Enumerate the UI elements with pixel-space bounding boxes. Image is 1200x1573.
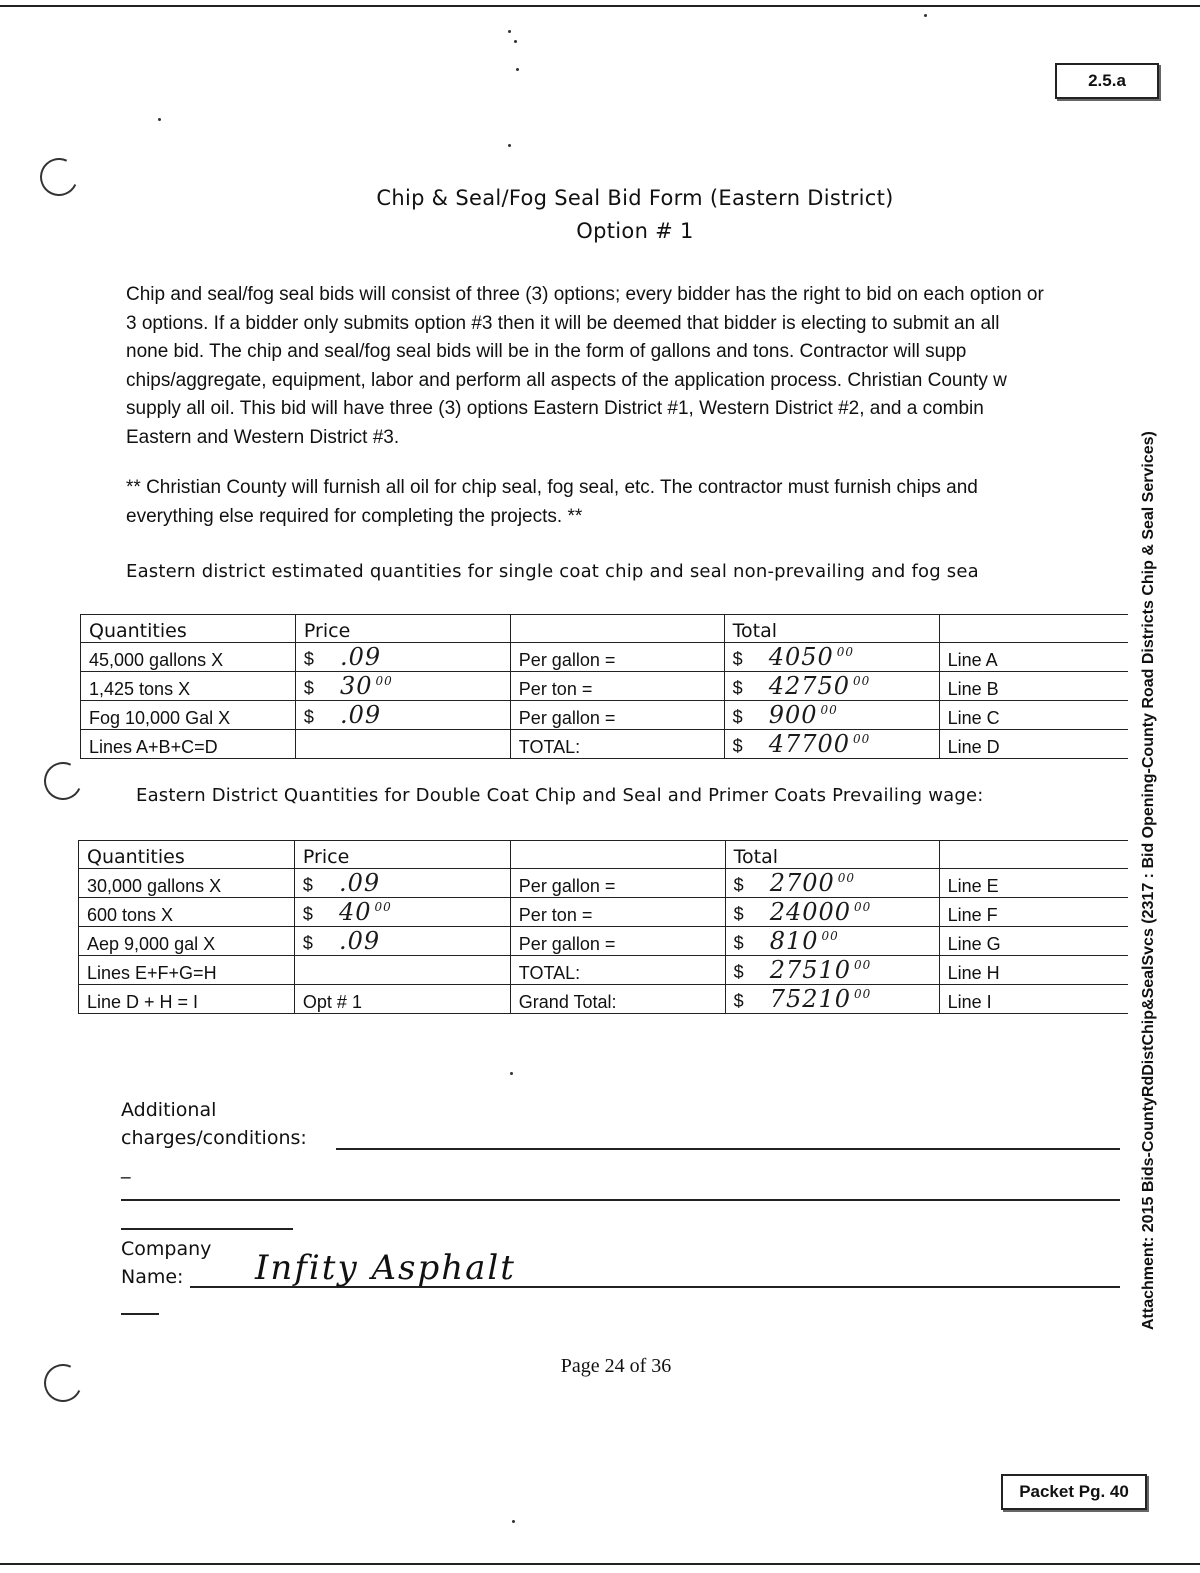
- quantity-cell: 600 tons X: [79, 898, 295, 927]
- intro-line: supply all oil. This bid will have three (3) options Eastern District #1, Western District #2, and a combin: [126, 398, 984, 419]
- currency-symbol: $: [303, 707, 314, 727]
- attachment-badge: 2.5.a: [1055, 63, 1159, 99]
- unit-cell: TOTAL:: [510, 956, 725, 985]
- price-value: 40: [338, 898, 372, 926]
- unit-cell: Per gallon =: [510, 643, 724, 672]
- quantity-cell: Aep 9,000 gal X: [79, 927, 295, 956]
- header-price: Price: [295, 615, 510, 643]
- total-cents: 00: [853, 674, 871, 688]
- handwritten-price: [340, 672, 393, 700]
- intro-paragraph: [126, 281, 1126, 452]
- price-value: .09: [338, 869, 381, 897]
- price-value: .09: [338, 927, 381, 955]
- scan-speck: [514, 40, 517, 43]
- currency-symbol: $: [732, 678, 743, 698]
- total-cents: 00: [837, 871, 856, 885]
- line-label: Line H: [939, 956, 1128, 985]
- currency-symbol: $: [733, 962, 744, 982]
- handwritten-price: [339, 927, 383, 955]
- currency-symbol: $: [733, 875, 744, 895]
- currency-symbol: $: [733, 904, 744, 924]
- total-cell: [725, 956, 939, 985]
- currency-symbol: $: [303, 678, 314, 698]
- price-value: .09: [339, 643, 382, 671]
- price-value: .09: [339, 701, 382, 729]
- currency-symbol: $: [302, 904, 313, 924]
- currency-symbol: $: [732, 707, 743, 727]
- conditions-label: charges/conditions:: [121, 1127, 307, 1149]
- line-label: Line C: [939, 701, 1128, 730]
- price-value: 30: [339, 672, 373, 700]
- note-line: everything else required for completing the projects. **: [126, 505, 583, 527]
- header-quantities: Quantities: [81, 615, 296, 643]
- oil-note: [126, 474, 1126, 531]
- total-cents: 00: [854, 987, 872, 1001]
- price-cell: [294, 956, 510, 985]
- quantity-cell: Lines A+B+C=D: [81, 730, 296, 759]
- total-value: 42750: [768, 672, 851, 700]
- conditions-line[interactable]: [336, 1148, 1120, 1150]
- intro-line: Eastern and Western District #3.: [126, 426, 400, 448]
- quantity-cell: 1,425 tons X: [81, 672, 296, 701]
- note-line: ** Christian County will furnish all oil for chip seal, fog seal, etc. The contractor must furnish chips and: [126, 477, 978, 498]
- unit-cell: Grand Total:: [510, 985, 725, 1014]
- total-cell: [724, 701, 939, 730]
- price-cell: [294, 898, 510, 927]
- currency-symbol: $: [732, 736, 743, 756]
- handwritten-price: [340, 701, 384, 729]
- punch-hole-middle: [39, 757, 88, 806]
- quantity-cell: 45,000 gallons X: [81, 643, 296, 672]
- intro-line: chips/aggregate, equipment, labor and perform all aspects of the application process. Christian County w: [126, 369, 1007, 391]
- attachment-side-label: Attachment: 2015 Bids-CountyRdDistChip&SealSvcs (2317 : Bid Opening-County Road Districts Chip & Seal Services): [1140, 431, 1157, 1330]
- total-value: 810: [769, 927, 819, 955]
- handwritten-total: [769, 730, 871, 758]
- table-row: [79, 927, 1129, 956]
- scan-speck: [924, 14, 927, 17]
- total-cell: [724, 672, 939, 701]
- unit-cell: Per ton =: [510, 672, 724, 701]
- table2-heading: Eastern District Quantities for Double Coat Chip and Seal and Primer Coats Prevailing wage:: [136, 785, 984, 806]
- header-quantities: Quantities: [79, 841, 295, 869]
- price-cell: Opt # 1: [294, 985, 510, 1014]
- eastern-double-coat-table: [78, 840, 1128, 1014]
- handwritten-total: [769, 701, 838, 729]
- unit-cell: TOTAL:: [510, 730, 724, 759]
- table-row: [81, 672, 1129, 701]
- company-label: Company: [121, 1238, 212, 1260]
- price-cell: [295, 643, 510, 672]
- header-line: [939, 841, 1128, 869]
- form-title: Chip & Seal/Fog Seal Bid Form (Eastern District): [376, 186, 894, 210]
- table-row: [81, 643, 1129, 672]
- price-cell: [295, 701, 510, 730]
- price-cell: [294, 869, 510, 898]
- header-price: Price: [294, 841, 510, 869]
- table-header-row: [81, 615, 1129, 643]
- total-cents: 00: [821, 929, 839, 943]
- price-cell: [294, 927, 510, 956]
- table-row: [81, 730, 1129, 759]
- company-line-2[interactable]: [121, 1313, 159, 1315]
- scan-speck: [158, 118, 161, 121]
- quantity-cell: Lines E+F+G=H: [79, 956, 295, 985]
- table-row: [79, 898, 1129, 927]
- handwritten-total: [770, 985, 872, 1013]
- total-cents: 00: [854, 900, 872, 914]
- quantity-cell: Fog 10,000 Gal X: [81, 701, 296, 730]
- currency-symbol: $: [302, 875, 313, 895]
- line-label: Line D: [939, 730, 1128, 759]
- handwritten-total: [769, 672, 871, 700]
- line-label: Line E: [939, 869, 1128, 898]
- header-total: Total: [724, 615, 939, 643]
- table-row: [79, 985, 1129, 1014]
- name-label: Name:: [121, 1266, 184, 1288]
- page-number: Page 24 of 36: [560, 1355, 672, 1377]
- handwritten-total: [770, 898, 872, 926]
- total-value: 75210: [769, 985, 852, 1013]
- handwritten-price: [339, 898, 392, 926]
- scan-speck: [516, 68, 519, 71]
- scan-speck: [508, 144, 511, 147]
- scan-speck: [508, 30, 511, 33]
- company-name-handwritten: Infity Asphalt: [255, 1248, 516, 1288]
- header-total: Total: [725, 841, 939, 869]
- handwritten-price: [340, 643, 384, 671]
- line-label: Line F: [939, 898, 1128, 927]
- currency-symbol: $: [303, 649, 314, 669]
- total-cents: 00: [836, 645, 855, 659]
- line-label: Line B: [939, 672, 1128, 701]
- unit-cell: Per gallon =: [510, 869, 725, 898]
- line-label: Line I: [939, 985, 1128, 1014]
- line-label: Line A: [939, 643, 1128, 672]
- quantity-cell: 30,000 gallons X: [79, 869, 295, 898]
- total-cell: [724, 643, 939, 672]
- table-row: [79, 869, 1129, 898]
- conditions-line-2[interactable]: [121, 1199, 1120, 1201]
- total-value: 24000: [769, 898, 852, 926]
- total-value: 27510: [769, 956, 852, 984]
- handwritten-price: [339, 869, 383, 897]
- total-cell: [725, 985, 939, 1014]
- total-value: 47700: [768, 730, 851, 758]
- table1-heading: Eastern district estimated quantities for single coat chip and seal non-prevailing and fog sea: [126, 561, 979, 582]
- total-cents: 00: [853, 732, 871, 746]
- handwritten-total: [770, 956, 872, 984]
- scan-speck: [512, 1520, 515, 1523]
- unit-cell: Per ton =: [510, 898, 725, 927]
- total-cell: [725, 898, 939, 927]
- price-cents: 00: [375, 674, 393, 688]
- table-header-row: [79, 841, 1129, 869]
- line-label: Line G: [939, 927, 1128, 956]
- currency-symbol: $: [733, 991, 744, 1011]
- total-value: 2700: [769, 869, 835, 897]
- handwritten-total: [770, 869, 855, 897]
- total-cents: 00: [820, 703, 838, 717]
- header-unit: [510, 841, 725, 869]
- quantity-cell: Line D + H = I: [79, 985, 295, 1014]
- intro-line: 3 options. If a bidder only submits option #3 then it will be deemed that bidder is electing to submit an all: [126, 312, 1000, 334]
- top-border-line: [0, 5, 1200, 7]
- price-cell: [295, 672, 510, 701]
- currency-symbol: $: [302, 933, 313, 953]
- header-line: [939, 615, 1128, 643]
- table-row: [81, 701, 1129, 730]
- conditions-dash: _: [121, 1157, 131, 1179]
- eastern-single-coat-table: [80, 614, 1128, 759]
- price-cell: [295, 730, 510, 759]
- currency-symbol: $: [733, 933, 744, 953]
- table-row: [79, 956, 1129, 985]
- total-value: 900: [768, 701, 818, 729]
- currency-symbol: $: [732, 649, 743, 669]
- total-cell: [724, 730, 939, 759]
- total-cell: [725, 869, 939, 898]
- total-value: 4050: [768, 643, 834, 671]
- unit-cell: Per gallon =: [510, 701, 724, 730]
- total-cell: [725, 927, 939, 956]
- form-subtitle: Option # 1: [576, 219, 694, 243]
- scan-speck: [510, 1072, 513, 1075]
- total-cents: 00: [854, 958, 872, 972]
- price-cents: 00: [374, 900, 392, 914]
- additional-label: Additional: [121, 1099, 217, 1121]
- intro-line: Chip and seal/fog seal bids will consist of three (3) options; every bidder has the right to bid on each option or: [126, 284, 1044, 305]
- packet-page-badge: Packet Pg. 40: [1001, 1474, 1147, 1510]
- unit-cell: Per gallon =: [510, 927, 725, 956]
- handwritten-price: [330, 730, 333, 758]
- header-unit: [510, 615, 724, 643]
- conditions-line-3[interactable]: [121, 1228, 293, 1230]
- handwritten-price: [329, 956, 332, 984]
- handwritten-total: [770, 927, 839, 955]
- bottom-border-line: [0, 1563, 1200, 1565]
- intro-line: none bid. The chip and seal/fog seal bids will be in the form of gallons and tons. Contractor will supp: [126, 341, 967, 362]
- handwritten-total: [769, 643, 854, 671]
